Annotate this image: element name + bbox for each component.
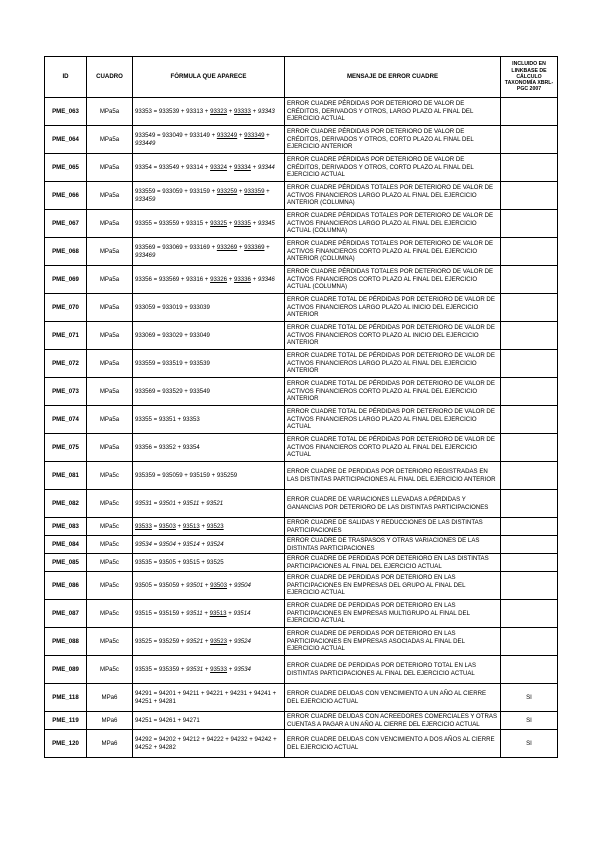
formula-term: 933559 = 933059 + 933159 + [135, 187, 217, 195]
cell-cuadro: MPa5c [87, 490, 133, 518]
cell-incluido [501, 600, 558, 628]
formula-term: 94291 = 94201 + 94211 + 94221 + 94231 + 94241 + 94251 + 94281 [135, 689, 277, 705]
formula-term: + [264, 131, 270, 139]
cell-incluido [501, 154, 558, 182]
formula-term: 93324 [210, 163, 228, 171]
formula-term: 935359 = 935059 + 935159 + 935259 [135, 471, 238, 479]
cell-mensaje: ERROR CUADRE TOTAL DE PÉRDIDAS POR DETERIORO DE VALOR DE ACTIVOS FINANCIEROS LARGO PLAZO AL FINAL DEL EJERCICIO ACTUAL [285, 406, 501, 434]
table-row [45, 536, 558, 554]
cell-mensaje: ERROR CUADRE DEUDAS CON ACREEDORES COMERCIALES Y OTRAS CUENTAS A PAGAR A UN AÑO AL CIERRE DEL EJERCICIO ACTUAL [285, 712, 501, 730]
formula-term: 93513 [182, 522, 200, 530]
cell-id: PME_118 [45, 684, 87, 712]
cell-formula [133, 182, 285, 210]
table-row [45, 684, 558, 712]
cell-mensaje: ERROR CUADRE TOTAL DE PÉRDIDAS POR DETERIORO DE VALOR DE ACTIVOS FINANCIEROS CORTO PLAZO AL FINAL DEL EJERCICIO ANTERIOR [285, 378, 501, 406]
formula-term: 93353 = 933539 + 93313 + [135, 107, 211, 115]
cell-id: PME_120 [45, 730, 87, 758]
cell-cuadro: MPa6 [87, 730, 133, 758]
cell-mensaje: ERROR CUADRE PÉRDIDAS TOTALES POR DETERIORO DE VALOR DE ACTIVOS FINANCIEROS CORTO PLAZO AL FINAL DEL EJERCICIO ANTERIOR (COLUMNA) [285, 238, 501, 266]
cell-mensaje: ERROR CUADRE DE PERDIDAS POR DETERIORO REGISTRADAS EN LAS DISTINTAS PARTICIPACIONES AL FINAL DEL EJERCICIO ANTERIOR [285, 462, 501, 490]
cell-mensaje: ERROR CUADRE TOTAL DE PÉRDIDAS POR DETERIORO DE VALOR DE ACTIVOS FINANCIEROS LARGO PLAZO AL FINAL DEL EJERCICIO ANTERIOR [285, 350, 501, 378]
formula-term: 933069 = 933029 + 933049 [135, 331, 210, 339]
formula-term: 933349 [244, 131, 265, 139]
cell-incluido [501, 294, 558, 322]
formula-term: 93355 = 933559 + 93315 + [135, 219, 211, 227]
cell-mensaje: ERROR CUADRE TOTAL DE PÉRDIDAS POR DETERIORO DE VALOR DE ACTIVOS FINANCIEROS LARGO PLAZO AL INICIO DEL EJERCICIO ANTERIOR [285, 294, 501, 322]
cell-incluido [501, 126, 558, 154]
cell-id: PME_072 [45, 350, 87, 378]
cell-cuadro: MPa5c [87, 656, 133, 684]
cell-mensaje: ERROR CUADRE DE PERDIDAS POR DETERIORO EN LAS PARTICIPACIONES EN EMPRESAS DEL GRUPO AL FINAL DEL EJERCICIO ACTUAL [285, 572, 501, 600]
cell-incluido [501, 350, 558, 378]
formula-term: 94292 = 94202 + 94212 + 94222 + 94232 + 94242 + 94252 + 94282 [135, 735, 277, 751]
cell-id: PME_067 [45, 210, 87, 238]
table-row [45, 600, 558, 628]
cell-formula [133, 600, 285, 628]
table-row [45, 554, 558, 572]
cell-formula [133, 238, 285, 266]
formula-term: 93354 = 933549 + 93314 + [135, 163, 211, 171]
formula-term: + [202, 609, 210, 617]
table-row [45, 434, 558, 462]
cell-incluido [501, 210, 558, 238]
cell-formula [133, 572, 285, 600]
cell-id: PME_088 [45, 628, 87, 656]
cell-id: PME_075 [45, 434, 87, 462]
table-row [45, 350, 558, 378]
formula-term: + [227, 581, 234, 589]
formula-term: 93325 [210, 219, 228, 227]
formula-term: + [227, 637, 234, 645]
header-cuadro: CUADRO [87, 57, 133, 98]
formula-term: 933249 [216, 131, 238, 139]
cell-id: PME_070 [45, 294, 87, 322]
cell-incluido: SI [501, 712, 558, 730]
cell-incluido: SI [501, 730, 558, 758]
cell-incluido [501, 238, 558, 266]
header-id: ID [45, 57, 87, 98]
cell-mensaje: ERROR CUADRE PÉRDIDAS POR DETERIORO DE VALOR DE CRÉDITOS, DERIVADOS Y OTROS, CORTO PLAZO AL FINAL DEL EJERCICIO ACTUAL [285, 154, 501, 182]
cell-formula [133, 378, 285, 406]
table-row [45, 572, 558, 600]
table-row [45, 518, 558, 536]
cell-incluido [501, 490, 558, 518]
cell-cuadro: MPa5a [87, 210, 133, 238]
cell-cuadro: MPa5a [87, 378, 133, 406]
cell-formula [133, 712, 285, 730]
formula-term: = [151, 522, 159, 530]
cell-incluido [501, 518, 558, 536]
cell-formula [133, 266, 285, 294]
cell-mensaje: ERROR CUADRE TOTAL DE PÉRDIDAS POR DETERIORO DE VALOR DE ACTIVOS FINANCIEROS CORTO PLAZO AL INICIO DEL EJERCICIO ANTERIOR [285, 322, 501, 350]
cell-mensaje: ERROR CUADRE DE VARIACIONES LLEVADAS A PÉRDIDAS Y GANANCIAS POR DETERIORO DE LAS DISTINTAS PARTICIPACIONES [285, 490, 501, 518]
formula-term: 93356 = 933569 + 93316 + [135, 275, 211, 283]
cell-incluido [501, 266, 558, 294]
cell-mensaje: ERROR CUADRE TOTAL DE PÉRDIDAS POR DETERIORO DE VALOR DE ACTIVOS FINANCIEROS CORTO PLAZO AL FINAL DEL EJERCICIO ACTUAL [285, 434, 501, 462]
formula-term: 94251 = 94261 + 94271 [135, 716, 200, 724]
formula-term: + [237, 187, 245, 195]
formula-term: + [237, 131, 245, 139]
table-row [45, 322, 558, 350]
formula-term: + [203, 581, 211, 589]
table-row [45, 378, 558, 406]
table-body [45, 98, 558, 758]
cell-incluido [501, 554, 558, 572]
cell-formula [133, 98, 285, 126]
cell-incluido [501, 536, 558, 554]
cell-cuadro: MPa5c [87, 536, 133, 554]
formula-term: 93355 = 93351 + 93353 [135, 415, 200, 423]
cell-incluido [501, 628, 558, 656]
formula-term: 93503 [158, 522, 176, 530]
formula-term: 93333 [233, 107, 251, 115]
cell-formula [133, 490, 285, 518]
cell-mensaje: ERROR CUADRE DE PERDIDAS POR DETERIORO EN LAS PARTICIPACIONES EN EMPRESAS ASOCIADAS AL FINAL DEL EJERCICIO ACTUAL [285, 628, 501, 656]
formula-term: 93346 [257, 275, 275, 283]
cell-incluido [501, 182, 558, 210]
cell-formula [133, 126, 285, 154]
header-incluido: INCLUIDO EN LINKBASE DE CÁLCULO TAXONOMÍA XBRL-PGC 2007 [501, 57, 558, 98]
cell-formula [133, 294, 285, 322]
formula-term: + [203, 665, 211, 673]
table-row [45, 98, 558, 126]
cell-id: PME_084 [45, 536, 87, 554]
formula-term: 93326 [210, 275, 228, 283]
cell-formula [133, 518, 285, 536]
cell-incluido [501, 378, 558, 406]
formula-term: 93503 [210, 581, 228, 589]
cell-incluido [501, 656, 558, 684]
cell-mensaje: ERROR CUADRE PÉRDIDAS POR DETERIORO DE VALOR DE CRÉDITOS, DERIVADOS Y OTROS, CORTO PLAZO AL FINAL DEL EJERCICIO ANTERIOR [285, 126, 501, 154]
cell-id: PME_085 [45, 554, 87, 572]
cell-id: PME_081 [45, 462, 87, 490]
table-row [45, 730, 558, 758]
cell-cuadro: MPa5c [87, 518, 133, 536]
cell-cuadro: MPa5a [87, 266, 133, 294]
cell-mensaje: ERROR CUADRE DE PERDIDAS POR DETERIORO EN LAS DISTINTAS PARTICIPACIONES AL FINAL DEL EJERCICIO ACTUAL [285, 554, 501, 572]
formula-term: 93525 = 935259 + [135, 637, 187, 645]
cell-formula [133, 350, 285, 378]
formula-term: 933559 = 933519 + 933539 [135, 359, 210, 367]
formula-term: 93535 = 93505 + 93515 + 93525 [135, 558, 224, 566]
formula-term: + [250, 107, 258, 115]
cell-mensaje: ERROR CUADRE DE PERDIDAS POR DETERIORO EN LAS PARTICIPACIONES EN EMPRESAS MULTIGRUPO AL FINAL DEL EJERCICIO ACTUAL [285, 600, 501, 628]
cell-cuadro: MPa5c [87, 572, 133, 600]
cell-cuadro: MPa5c [87, 628, 133, 656]
cell-cuadro: MPa6 [87, 684, 133, 712]
cell-id: PME_065 [45, 154, 87, 182]
cell-formula [133, 656, 285, 684]
cell-incluido [501, 462, 558, 490]
table-row [45, 490, 558, 518]
cell-formula [133, 210, 285, 238]
cell-id: PME_086 [45, 572, 87, 600]
error-rules-table [44, 56, 558, 758]
formula-term: 933359 [244, 187, 265, 195]
formula-term: 93531 [186, 665, 204, 673]
formula-term: + [250, 219, 258, 227]
cell-cuadro: MPa5a [87, 434, 133, 462]
formula-term: 93515 = 935159 + [135, 609, 187, 617]
cell-incluido: SI [501, 684, 558, 712]
formula-term: + [250, 163, 258, 171]
formula-term: + [264, 243, 270, 251]
table-row [45, 462, 558, 490]
cell-mensaje: ERROR CUADRE PÉRDIDAS POR DETERIORO DE VALOR DE CRÉDITOS, DERIVADOS Y OTROS, LARGO PLAZO AL FINAL DEL EJERCICIO ACTUAL [285, 98, 501, 126]
formula-term: 933549 = 933049 + 933149 + [135, 131, 217, 139]
cell-id: PME_069 [45, 266, 87, 294]
formula-term: 933569 = 933069 + 933169 + [135, 243, 217, 251]
cell-id: PME_119 [45, 712, 87, 730]
cell-formula [133, 462, 285, 490]
cell-id: PME_082 [45, 490, 87, 518]
formula-term: + [227, 275, 234, 283]
cell-incluido [501, 322, 558, 350]
formula-term: 93523 [210, 637, 228, 645]
formula-term: + [226, 609, 234, 617]
formula-term: 93505 = 935059 + [135, 581, 187, 589]
formula-term: 93344 [257, 163, 275, 171]
formula-term: 93345 [257, 219, 275, 227]
cell-id: PME_087 [45, 600, 87, 628]
formula-term: 93535 = 935359 + [135, 665, 187, 673]
cell-id: PME_071 [45, 322, 87, 350]
formula-term: 93356 = 93352 + 93354 [135, 443, 200, 451]
cell-formula [133, 536, 285, 554]
formula-term: + [175, 522, 183, 530]
table-row [45, 154, 558, 182]
header-mensaje: MENSAJE DE ERROR CUADRE [285, 57, 501, 98]
cell-cuadro: MPa5a [87, 238, 133, 266]
cell-id: PME_066 [45, 182, 87, 210]
cell-mensaje: ERROR CUADRE PÉRDIDAS TOTALES POR DETERIORO DE VALOR DE ACTIVOS FINANCIEROS CORTO PLAZO AL FINAL DEL EJERCICIO ACTUAL (COLUMNA) [285, 266, 501, 294]
cell-formula [133, 730, 285, 758]
formula-term: 933269 [216, 243, 238, 251]
cell-mensaje: ERROR CUADRE DE SALIDAS Y REDUCCIONES DE LAS DISTINTAS PARTICIPACIONES [285, 518, 501, 536]
formula-term: 93504 [233, 581, 251, 589]
formula-term: + [227, 107, 234, 115]
formula-term: 93531 = 93501 + 93511 + 93521 [135, 499, 224, 507]
cell-cuadro: MPa5c [87, 462, 133, 490]
formula-term: 933449 [135, 139, 156, 147]
formula-term: 93533 [135, 522, 152, 530]
cell-cuadro: MPa6 [87, 712, 133, 730]
cell-incluido [501, 98, 558, 126]
cell-cuadro: MPa5a [87, 350, 133, 378]
table-row [45, 712, 558, 730]
cell-cuadro: MPa5a [87, 294, 133, 322]
cell-id: PME_089 [45, 656, 87, 684]
table-row [45, 294, 558, 322]
cell-formula [133, 322, 285, 350]
table-row [45, 126, 558, 154]
formula-term: + [227, 665, 234, 673]
table-row [45, 238, 558, 266]
formula-term: + [227, 219, 234, 227]
formula-term: 93533 [210, 665, 228, 673]
formula-term: + [264, 187, 270, 195]
formula-term: 93336 [233, 275, 251, 283]
cell-mensaje: ERROR CUADRE DE PERDIDAS POR DETERIORO TOTAL EN LAS DISTINTAS PARTICIPACIONES AL FINAL DEL EJERCICIO ACTUAL [285, 656, 501, 684]
cell-mensaje: ERROR CUADRE DEUDAS CON VENCIMIENTO A DOS AÑOS AL CIERRE DEL EJERCICIO ACTUAL [285, 730, 501, 758]
formula-term: 93524 [233, 637, 251, 645]
cell-formula [133, 554, 285, 572]
cell-cuadro: MPa5c [87, 600, 133, 628]
formula-term: 93521 [186, 637, 204, 645]
formula-term: 93343 [257, 107, 275, 115]
table-row [45, 210, 558, 238]
formula-term: 93534 [233, 665, 251, 673]
cell-cuadro: MPa5a [87, 98, 133, 126]
cell-formula [133, 684, 285, 712]
cell-cuadro: MPa5a [87, 154, 133, 182]
cell-incluido [501, 434, 558, 462]
formula-term: 933059 = 933019 + 933039 [135, 303, 210, 311]
cell-incluido [501, 572, 558, 600]
formula-term: 93511 [186, 609, 203, 617]
cell-formula [133, 406, 285, 434]
cell-id: PME_064 [45, 126, 87, 154]
header-row [45, 57, 558, 98]
cell-cuadro: MPa5a [87, 406, 133, 434]
cell-cuadro: MPa5a [87, 182, 133, 210]
table-row [45, 266, 558, 294]
formula-term: 933459 [135, 195, 156, 203]
cell-id: PME_074 [45, 406, 87, 434]
formula-term: + [237, 243, 245, 251]
table-header [45, 57, 558, 98]
cell-mensaje: ERROR CUADRE PÉRDIDAS TOTALES POR DETERIORO DE VALOR DE ACTIVOS FINANCIEROS LARGO PLAZO AL FINAL DEL EJERCICIO ANTERIOR (COLUMNA) [285, 182, 501, 210]
formula-term: 93513 [209, 609, 227, 617]
formula-term: + [203, 637, 211, 645]
formula-term: 93523 [206, 522, 224, 530]
formula-term: 93501 [186, 581, 204, 589]
cell-formula [133, 154, 285, 182]
cell-id: PME_073 [45, 378, 87, 406]
cell-id: PME_063 [45, 98, 87, 126]
cell-cuadro: MPa5a [87, 126, 133, 154]
formula-term: 93534 = 93504 + 93514 + 93524 [135, 540, 224, 548]
formula-term: 933259 [216, 187, 238, 195]
cell-cuadro: MPa5a [87, 322, 133, 350]
cell-formula [133, 628, 285, 656]
cell-cuadro: MPa5c [87, 554, 133, 572]
formula-term: 93335 [233, 219, 251, 227]
formula-term: + [227, 163, 234, 171]
formula-term: 93514 [233, 609, 251, 617]
table-row [45, 182, 558, 210]
formula-term: 933469 [135, 251, 156, 259]
cell-id: PME_068 [45, 238, 87, 266]
formula-term: + [250, 275, 258, 283]
table-row [45, 628, 558, 656]
cell-mensaje: ERROR CUADRE DEUDAS CON VENCIMIENTO A UN AÑO AL CIERRE DEL EJERCICIO ACTUAL [285, 684, 501, 712]
cell-incluido [501, 406, 558, 434]
formula-term: 933569 = 933529 + 933549 [135, 387, 210, 395]
formula-term: 93323 [210, 107, 228, 115]
cell-mensaje: ERROR CUADRE PÉRDIDAS TOTALES POR DETERIORO DE VALOR DE ACTIVOS FINANCIEROS LARGO PLAZO AL FINAL DEL EJERCICIO ACTUAL (COLUMNA) [285, 210, 501, 238]
cell-id: PME_083 [45, 518, 87, 536]
formula-term: 933369 [244, 243, 265, 251]
table-row [45, 656, 558, 684]
header-formula: FÓRMULA QUE APARECE [133, 57, 285, 98]
table-row [45, 406, 558, 434]
formula-term: 93334 [233, 163, 251, 171]
cell-mensaje: ERROR CUADRE DE TRASPASOS Y OTRAS VARIACIONES DE LAS DISTINTAS PARTICIPACIONES [285, 536, 501, 554]
formula-term: + [199, 522, 207, 530]
cell-formula [133, 434, 285, 462]
